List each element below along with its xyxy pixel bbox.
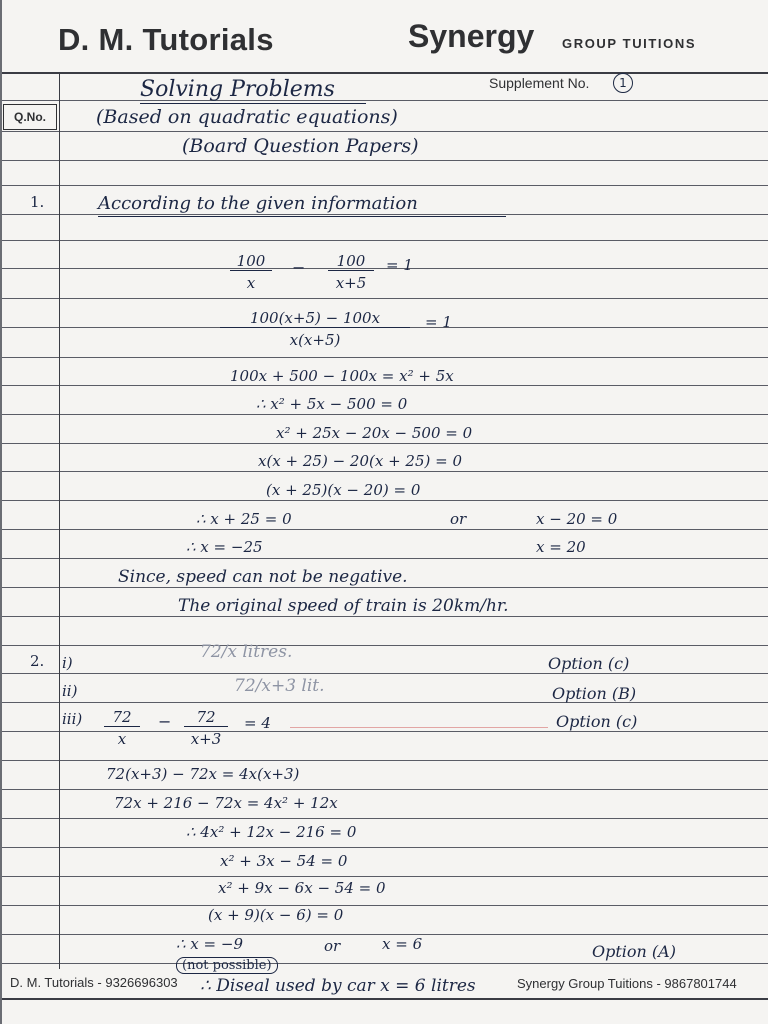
q2-iii-option: Option (c) bbox=[556, 712, 638, 731]
q1-step8-mid: or bbox=[450, 510, 467, 528]
q2-i-option: Option (c) bbox=[548, 654, 630, 673]
q2-frac1-num: 72 bbox=[104, 708, 140, 727]
ruled-line bbox=[0, 414, 768, 415]
qno-label: Q.No. bbox=[3, 104, 57, 130]
q1-step9-left: ∴ x = −25 bbox=[186, 538, 263, 556]
q1-fraction-3 bbox=[220, 309, 410, 349]
q1-step7: (x + 25)(x − 20) = 0 bbox=[266, 481, 421, 499]
ruled-line bbox=[0, 876, 768, 877]
ruled-line bbox=[0, 673, 768, 674]
q2-step5: x² + 9x − 6x − 54 = 0 bbox=[218, 879, 386, 897]
q1-step3: 100x + 500 − 100x = x² + 5x bbox=[230, 367, 454, 385]
q1-conclusion-1: Since, speed can not be negative. bbox=[118, 567, 408, 587]
supplement-number: 1 bbox=[613, 73, 633, 93]
q1-fraction-2 bbox=[328, 252, 374, 292]
ruled-line bbox=[0, 616, 768, 617]
q2-fraction-2 bbox=[184, 708, 228, 748]
header-rule bbox=[0, 72, 768, 74]
ruled-line bbox=[0, 268, 768, 269]
ruled-line bbox=[0, 818, 768, 819]
q1-step5: x² + 25x − 20x − 500 = 0 bbox=[276, 424, 473, 442]
q2-number: 2. bbox=[30, 652, 45, 670]
q2-iii-rhs: = 4 bbox=[244, 714, 271, 732]
ruled-line bbox=[0, 357, 768, 358]
q2-step7-mid: or bbox=[324, 937, 341, 955]
q2-step7-right: x = 6 bbox=[382, 935, 423, 953]
ruled-line bbox=[0, 789, 768, 790]
q1-eq1-rhs: = 1 bbox=[386, 256, 413, 274]
q1-minus: − bbox=[292, 258, 306, 277]
ruled-line bbox=[0, 905, 768, 906]
q1-conclusion-2: The original speed of train is 20km/hr. bbox=[178, 596, 509, 616]
header-right-title: Synergy bbox=[408, 18, 535, 54]
ruled-line bbox=[0, 587, 768, 588]
ruled-line bbox=[0, 385, 768, 386]
ruled-line bbox=[0, 500, 768, 501]
q2-step2: 72x + 216 − 72x = 4x² + 12x bbox=[114, 794, 338, 812]
q1-number: 1. bbox=[30, 193, 45, 211]
arrow-line bbox=[290, 727, 548, 728]
ruled-line bbox=[0, 963, 768, 964]
q2-step6: (x + 9)(x − 6) = 0 bbox=[208, 906, 344, 924]
q2-frac1-den: x bbox=[117, 730, 127, 748]
not-possible-note: (not possible) bbox=[176, 957, 278, 974]
ruled-line bbox=[0, 529, 768, 530]
ruled-line bbox=[0, 240, 768, 241]
q2-ii-option: Option (B) bbox=[552, 684, 637, 703]
q2-frac2-den: x+3 bbox=[190, 730, 222, 748]
title-line3: (Board Question Papers) bbox=[182, 135, 419, 157]
supplement-label: Supplement No. bbox=[489, 75, 590, 91]
ruled-line bbox=[0, 471, 768, 472]
ruled-line bbox=[0, 847, 768, 848]
q2-ii-work: 72/x+3 lit. bbox=[234, 676, 325, 696]
ruled-line bbox=[0, 160, 768, 161]
q2-ii-label: ii) bbox=[62, 682, 78, 700]
ruled-line bbox=[0, 298, 768, 299]
title-line2: (Based on quadratic equations) bbox=[96, 106, 398, 128]
q2-fraction-1 bbox=[104, 708, 140, 748]
q1-step8-right: x − 20 = 0 bbox=[536, 510, 618, 528]
q1-fraction-1 bbox=[230, 252, 272, 292]
footer-right: Synergy Group Tuitions - 9867801744 bbox=[517, 976, 737, 991]
ruled-line bbox=[0, 214, 768, 215]
q1-frac2-num: 100 bbox=[328, 252, 374, 271]
q2-step7-left: ∴ x = −9 bbox=[176, 935, 243, 953]
q1-step8-left: ∴ x + 25 = 0 bbox=[196, 510, 292, 528]
header-right-subtitle: GROUP TUITIONS bbox=[562, 36, 697, 51]
q2-i-work: 72/x litres. bbox=[200, 642, 293, 662]
q1-step4: ∴ x² + 5x − 500 = 0 bbox=[256, 395, 408, 413]
q1-step6: x(x + 25) − 20(x + 25) = 0 bbox=[258, 452, 463, 470]
q2-iii-label: iii) bbox=[62, 710, 83, 728]
ruled-line bbox=[0, 131, 768, 132]
ruled-line bbox=[0, 100, 768, 101]
q2-step4: x² + 3x − 54 = 0 bbox=[220, 852, 348, 870]
ruled-line bbox=[0, 558, 768, 559]
header-left-title: D. M. Tutorials bbox=[58, 22, 274, 57]
title-underline bbox=[140, 103, 366, 104]
footer-rule bbox=[0, 998, 768, 1000]
footer-left: D. M. Tutorials - 9326696303 bbox=[10, 975, 178, 990]
left-border bbox=[0, 0, 2, 1024]
q1-frac3-num: 100(x+5) − 100x bbox=[220, 309, 410, 328]
ruled-line bbox=[0, 702, 768, 703]
q1-frac1-num: 100 bbox=[230, 252, 272, 271]
q2-step1: 72(x+3) − 72x = 4x(x+3) bbox=[106, 765, 300, 783]
q1-intro-underline bbox=[98, 216, 506, 217]
q2-frac2-num: 72 bbox=[184, 708, 228, 727]
q1-frac1-den: x bbox=[246, 274, 256, 292]
q2-step3: ∴ 4x² + 12x − 216 = 0 bbox=[186, 823, 357, 841]
ruled-line bbox=[0, 443, 768, 444]
ruled-line bbox=[0, 645, 768, 646]
q1-step9-right: x = 20 bbox=[536, 538, 586, 556]
q1-eq2-rhs: = 1 bbox=[425, 313, 452, 331]
margin-line bbox=[59, 73, 60, 969]
q2-final: ∴ Diseal used by car x = 6 litres bbox=[200, 976, 476, 996]
title-line1: Solving Problems bbox=[140, 77, 335, 102]
q2-minus: − bbox=[158, 712, 172, 731]
q1-intro: According to the given information bbox=[98, 193, 418, 214]
ruled-line bbox=[0, 760, 768, 761]
q2-i-label: i) bbox=[62, 654, 73, 672]
q2-step7-option: Option (A) bbox=[592, 942, 676, 961]
q1-frac2-den: x+5 bbox=[335, 274, 367, 292]
q1-frac3-den: x(x+5) bbox=[289, 331, 341, 349]
ruled-line bbox=[0, 185, 768, 186]
